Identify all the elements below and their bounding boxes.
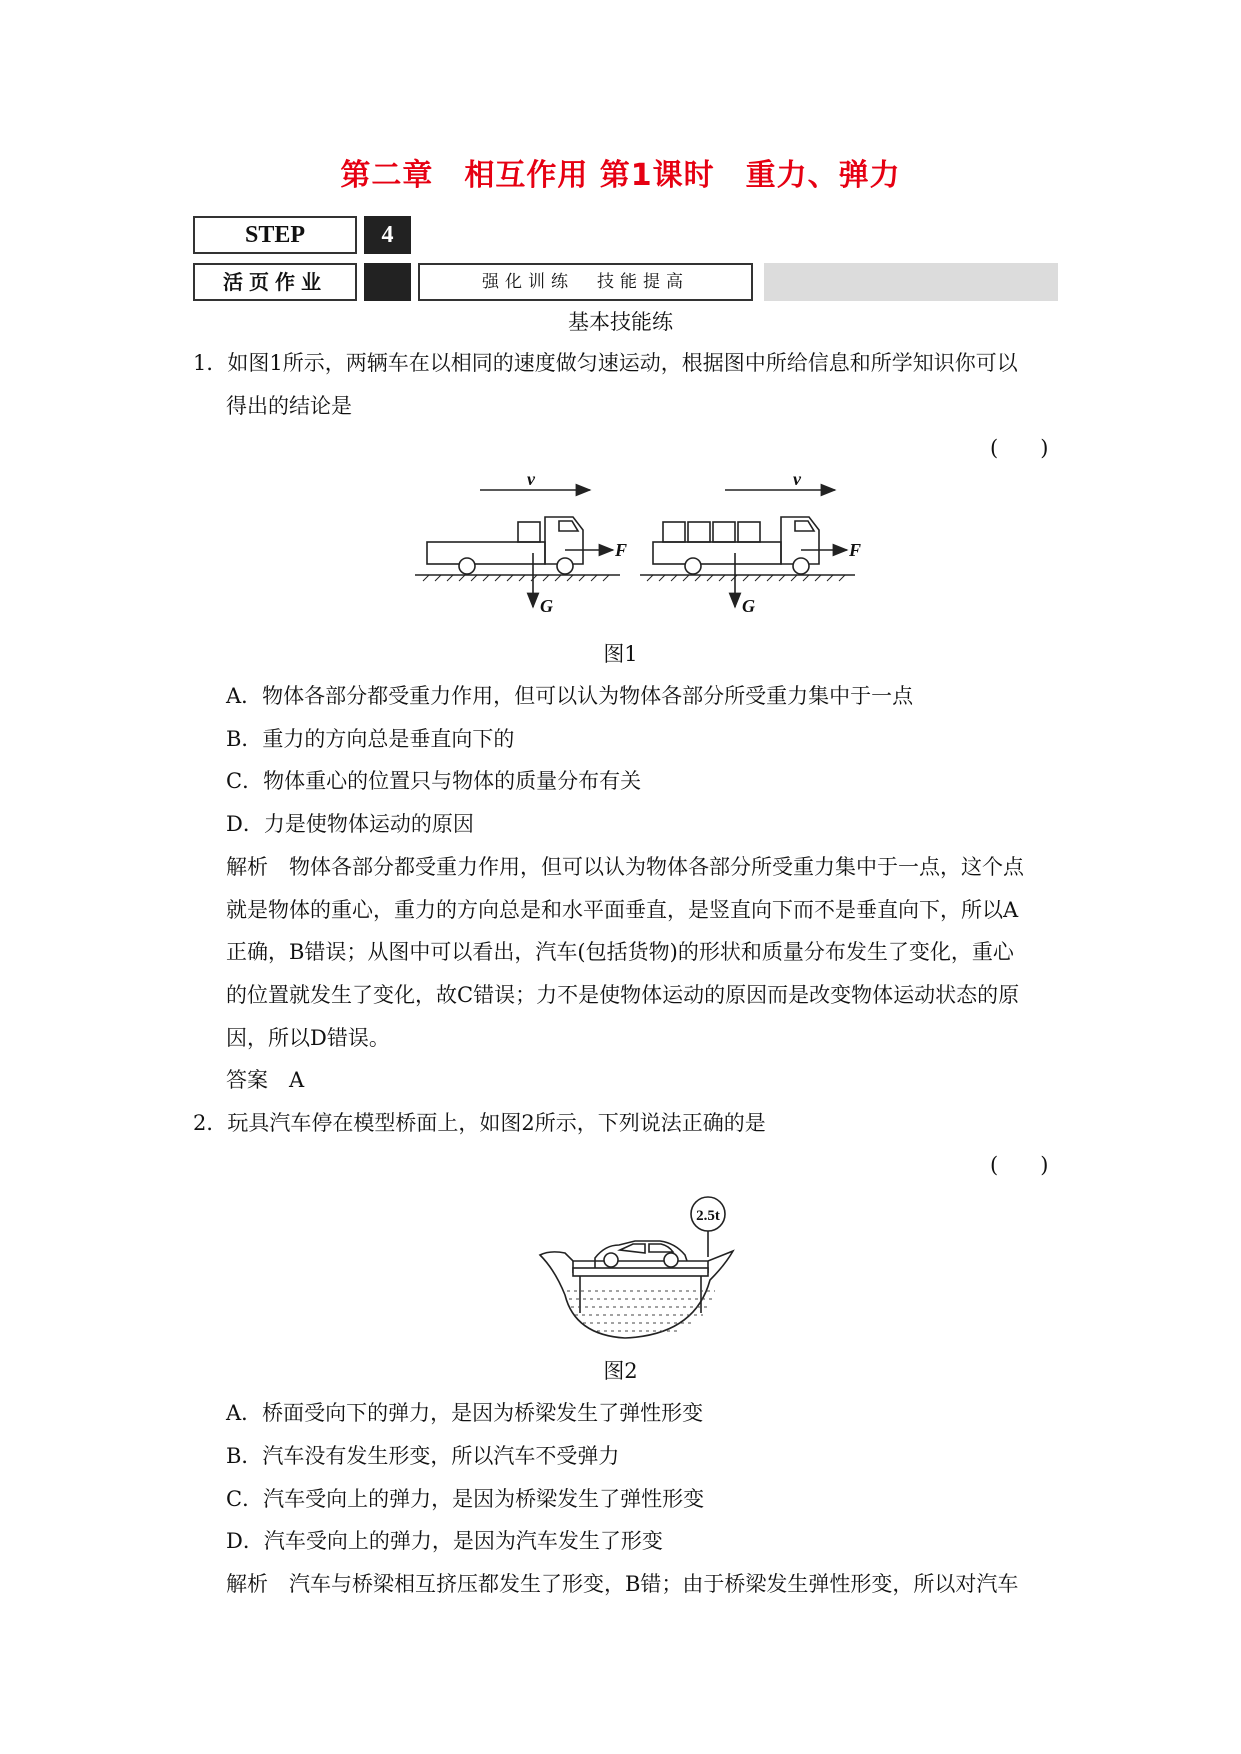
q1-analysis-line1: 解析 物体各部分都受重力作用，但可以认为物体各部分所受重力集中于一点，这个点 — [226, 855, 1024, 879]
figure-2-bridge — [535, 1195, 745, 1345]
fig1-label-v1: v — [527, 475, 535, 489]
q1-answer-paren: ( ) — [990, 436, 1049, 460]
q1-analysis-line5: 因，所以D错误。 — [226, 1026, 390, 1050]
fig1-label-G1: G — [540, 596, 553, 616]
fig1-label-F1: F — [615, 540, 628, 560]
q1-answer: 答案 A — [226, 1068, 305, 1092]
q1-option-a: A．物体各部分都受重力作用，但可以认为物体各部分所受重力集中于一点 — [226, 684, 914, 708]
speed-sign-label: 2.5t — [696, 1208, 720, 1224]
fig1-label-G2: G — [742, 596, 755, 616]
homework-subtitle: 强化训练 技能提高 — [418, 263, 753, 301]
fig1-label-F2: F — [849, 540, 862, 560]
page-title: 第二章 相互作用 第1课时 重力、弹力 — [340, 158, 901, 193]
q1-option-c: C．物体重心的位置只与物体的质量分布有关 — [226, 769, 642, 793]
fig1-label-v2: v — [793, 475, 801, 489]
homework-dark-block — [364, 263, 411, 301]
q1-option-d: D．力是使物体运动的原因 — [226, 812, 474, 836]
q2-option-d: D．汽车受向上的弹力，是因为汽车发生了形变 — [226, 1529, 663, 1553]
q2-analysis-line1: 解析 汽车与桥梁相互挤压都发生了形变，B错；由于桥梁发生弹性形变，所以对汽车 — [226, 1572, 1019, 1596]
section-title: 基本技能练 — [568, 310, 673, 334]
q1-analysis-line3: 正确，B错误；从图中可以看出，汽车(包括货物)的形状和质量分布发生了变化，重心 — [226, 940, 1014, 964]
q2-stem: 2．玩具汽车停在模型桥面上，如图2所示，下列说法正确的是 — [193, 1111, 766, 1135]
figure-2-caption: 图2 — [603, 1359, 638, 1383]
figure-1-trucks — [415, 475, 865, 625]
q1-analysis-line4: 的位置就发生了变化，故C错误；力不是使物体运动的原因而是改变物体运动状态的原 — [226, 983, 1020, 1007]
step-label: STEP — [193, 216, 357, 254]
q1-analysis-line2: 就是物体的重心，重力的方向总是和水平面垂直，是竖直向下而不是垂直向下，所以A — [226, 898, 1019, 922]
homework-grey-bar — [764, 263, 1058, 301]
q1-stem-line2: 得出的结论是 — [226, 394, 352, 418]
step-number: 4 — [364, 216, 411, 254]
q1-option-b: B．重力的方向总是垂直向下的 — [226, 727, 515, 751]
q1-stem-line1: 1．如图1所示，两辆车在以相同的速度做匀速运动，根据图中所给信息和所学知识你可以 — [193, 351, 1018, 375]
figure-1-caption: 图1 — [603, 642, 638, 666]
q2-option-b: B．汽车没有发生形变，所以汽车不受弹力 — [226, 1444, 620, 1468]
q2-option-a: A．桥面受向下的弹力，是因为桥梁发生了弹性形变 — [226, 1401, 704, 1425]
q2-option-c: C．汽车受向上的弹力，是因为桥梁发生了弹性形变 — [226, 1487, 705, 1511]
homework-label: 活页作业 — [193, 263, 357, 301]
q2-answer-paren: ( ) — [990, 1153, 1049, 1177]
